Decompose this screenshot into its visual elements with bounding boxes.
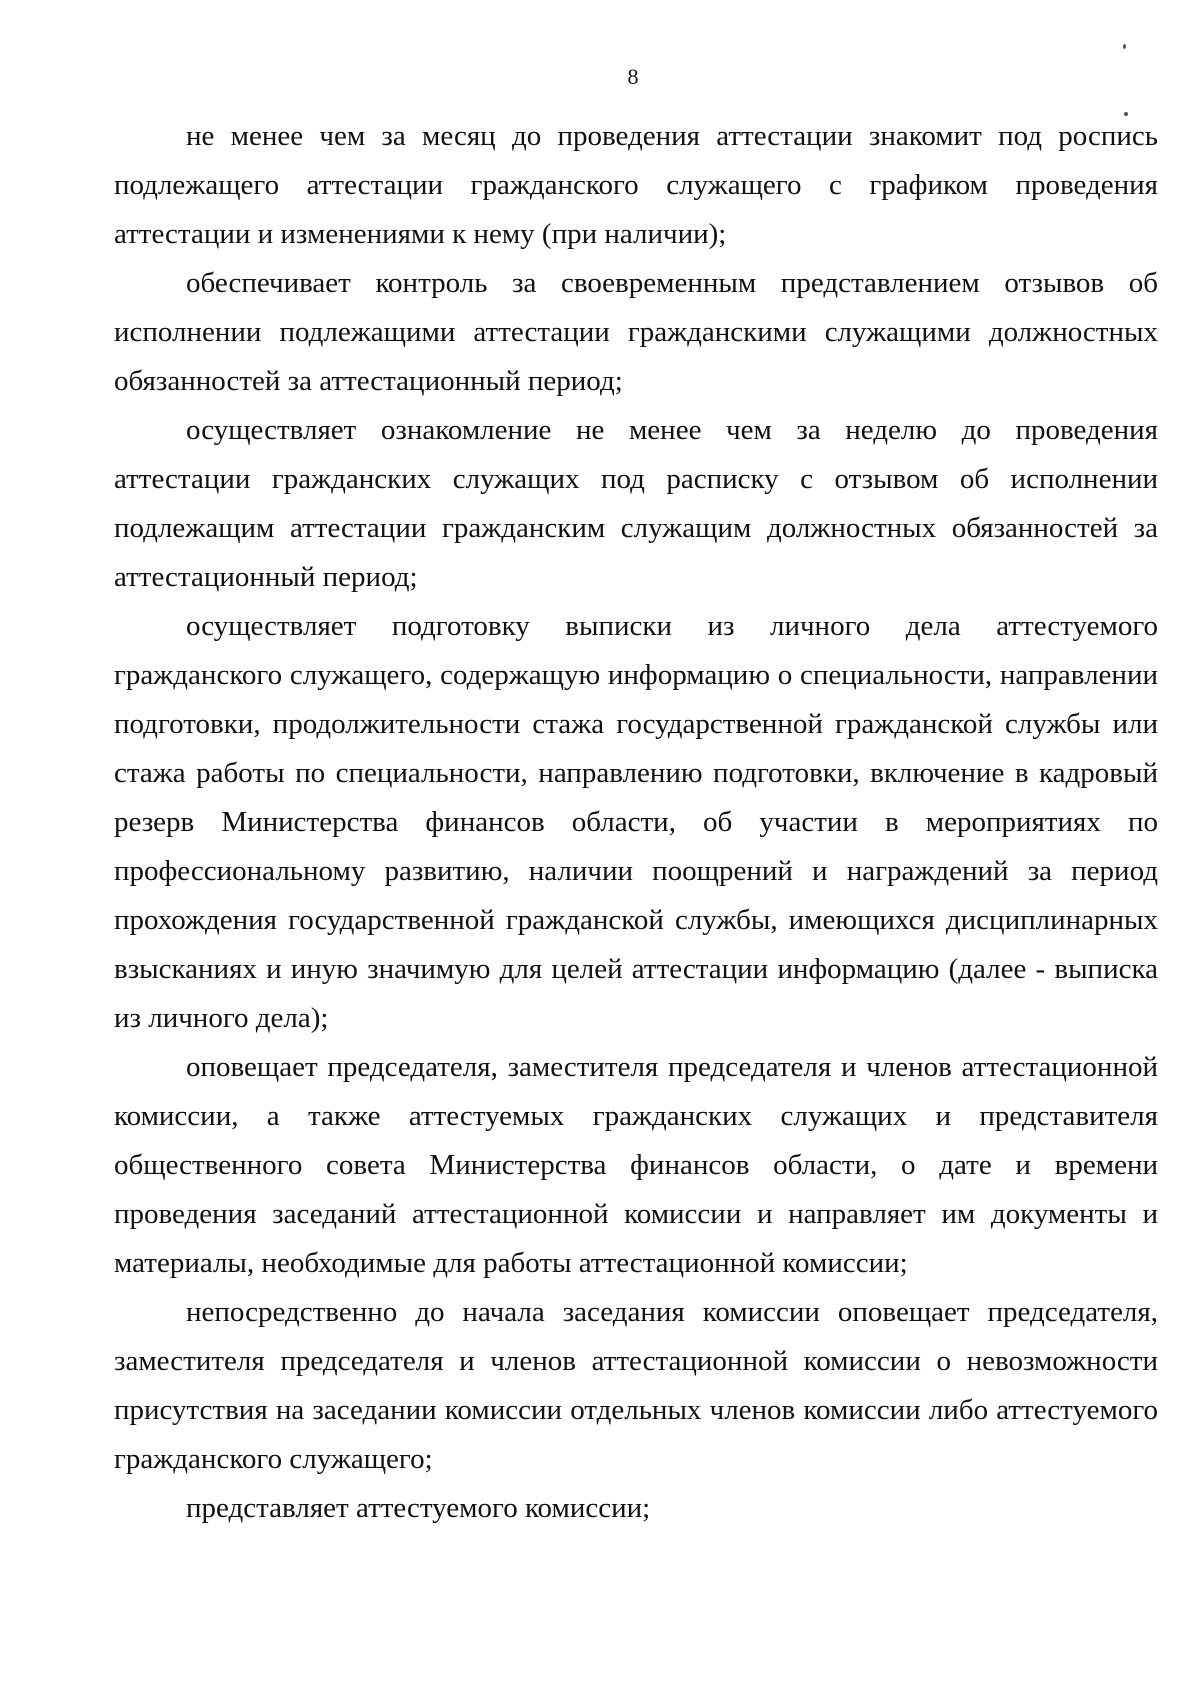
paragraph: осуществляет ознакомление не менее чем за неделю до проведения аттестации гражданских служащих под расписку с отзывом об исполнении подлежащим аттестации гражданским служащим должностных обязанностей за аттестационный период; [114, 414, 1158, 593]
body-text [114, 112, 1158, 1533]
paragraph: не менее чем за месяц до проведения аттестации знакомит под роспись подлежащего аттестации гражданского служащего с графиком проведения аттестации и изменениями к нему (при наличии); [114, 120, 1158, 250]
page-number: 8 [627, 64, 639, 89]
paragraph: обеспечивает контроль за своевременным представлением отзывов об исполнении подлежащими аттестации гражданскими служащими должностных обязанностей за аттестационный период; [114, 267, 1158, 397]
paragraph: оповещает председателя, заместителя председателя и членов аттестационной комиссии, а также аттестуемых гражданских служащих и представителя общественного совета Министерства финансов области, о дате и времени проведения заседаний аттестационной комиссии и направляет им документы и материалы, необходимые для работы аттестационной комиссии; [114, 1051, 1158, 1279]
paragraph: непосредственно до начала заседания комиссии оповещает председателя, заместителя председателя и членов аттестационной комиссии о невозможности присутствия на заседании комиссии отдельных членов комиссии либо аттестуемого гражданского служащего; [114, 1296, 1158, 1475]
paragraph: представляет аттестуемого комиссии; [186, 1492, 651, 1524]
paragraph: осуществляет подготовку выписки из личного дела аттестуемого гражданского служащего, содержащую информацию о специальности, направлении подготовки, продолжительности стажа государственной гражданской службы или стажа работы по специальности, направлению подготовки, включение в кадровый резерв Министерства финансов области, об участии в мероприятиях по профессиональному развитию, наличии поощрений и награждений за период прохождения государственной гражданской службы, имеющихся дисциплинарных взысканиях и иную значимую для целей аттестации информацию (далее - выписка из личного дела); [114, 610, 1158, 1034]
scan-speck [1123, 44, 1126, 49]
